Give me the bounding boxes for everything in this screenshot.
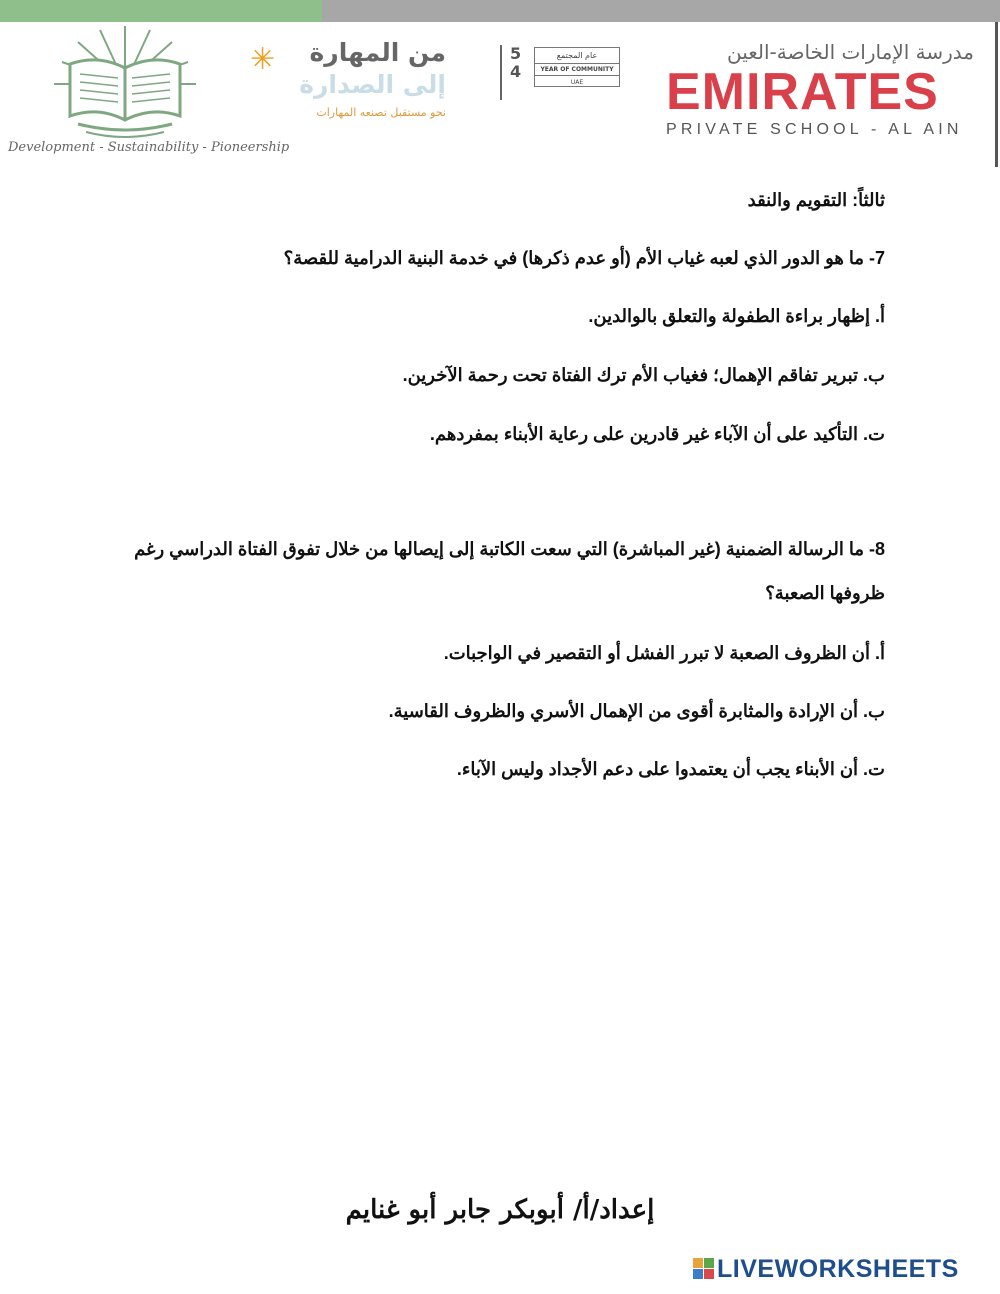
- question-8-option-b[interactable]: ب. أن الإرادة والمثابرة أقوى من الإهمال الأسري والظروف القاسية.: [388, 701, 885, 721]
- skill-logo-line1: من المهارة: [309, 38, 446, 67]
- question-8-option-a[interactable]: أ. أن الظروف الصعبة لا تبرر الفشل أو التقصير في الواجبات.: [443, 643, 885, 663]
- liveworksheets-logo[interactable]: [693, 1255, 993, 1285]
- top-color-bar: [0, 0, 1000, 22]
- skill-logo: [250, 36, 450, 126]
- question-7-option-b[interactable]: ب. تبرير تفاقم الإهمال؛ فغياب الأم ترك الفتاة تحت رحمة الآخرين.: [402, 365, 885, 385]
- school-arabic-name: مدرسة الإمارات الخاصة-العين: [726, 40, 974, 64]
- skill-logo-line2: إلى الصدارة: [299, 70, 446, 99]
- top-bar-grey: [322, 0, 1000, 22]
- top-bar-green: [0, 0, 322, 22]
- year-number-bottom: 4: [510, 62, 522, 81]
- section-title: ثالثاً: التقويم والنقد: [747, 190, 885, 210]
- star-icon: ✳: [250, 42, 276, 77]
- school-motto: Development - Sustainability - Pioneership: [8, 140, 290, 155]
- emirates-school-logo: [660, 40, 980, 138]
- book-logo: [50, 24, 200, 144]
- year-label-english: YEAR OF COMMUNITY: [535, 63, 619, 76]
- year-label-foot: UAE: [570, 79, 584, 86]
- question-7-option-c[interactable]: ت. التأكيد على أن الآباء غير قادرين على رعاية الأبناء بمفردهم.: [429, 424, 885, 444]
- question-8-option-c[interactable]: ت. أن الأبناء يجب أن يعتمدوا على دعم الأجداد وليس الآباء.: [456, 759, 885, 779]
- divider: [500, 45, 502, 100]
- skill-logo-tagline: نحو مستقبل تصنعه المهارات: [316, 106, 446, 119]
- author-signature: إعداد/أ/ أبوبكر جابر أبو غنايم: [345, 1195, 655, 1225]
- question-8-text: 8- ما الرسالة الضمنية (غير المباشرة) التي سعت الكاتبة إلى إيصالها من خلال تفوق الفتاة الدراسي رغم ظروفها الصعبة؟: [134, 539, 885, 603]
- year-label-arabic: عام المجتمع: [556, 51, 598, 60]
- school-subtitle: PRIVATE SCHOOL - AL AIN: [666, 121, 963, 138]
- liveworksheets-icon: [693, 1258, 715, 1280]
- year-number: [510, 45, 521, 81]
- question-7-text: 7- ما هو الدور الذي لعبه غياب الأم (أو عدم ذكرها) في خدمة البنية الدرامية للقصة؟: [283, 248, 885, 268]
- question-7-option-a[interactable]: أ. إظهار براءة الطفولة والتعلق بالوالدين.: [588, 306, 885, 326]
- school-name: EMIRATES: [666, 63, 939, 121]
- liveworksheets-brand: LIVEWORKSHEETS: [717, 1255, 959, 1283]
- year-label-box: [534, 47, 620, 87]
- right-border-line: [995, 22, 998, 167]
- year-of-community-logo: [500, 45, 625, 100]
- year-number-top: 5: [510, 44, 522, 63]
